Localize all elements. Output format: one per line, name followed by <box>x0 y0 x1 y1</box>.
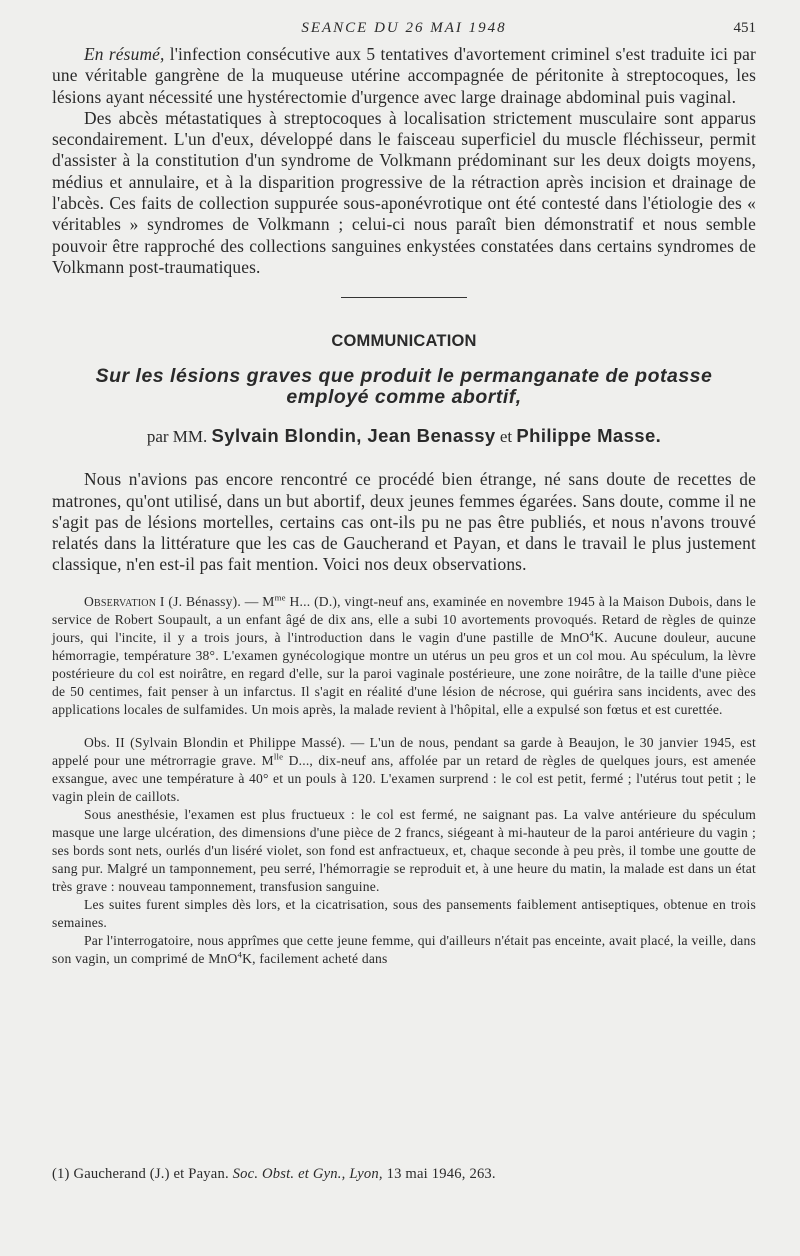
page <box>52 18 757 1182</box>
summary-paragraph-1: En résumé, l'infection consécutive aux 5 tentatives d'avortement criminel s'est traduite ici par une véritable gangrène de la muqueuse utérine accompagnée de péritonite à streptocoques, les lésions ayant nécessité une hystérectomie d'urgence avec large drainage abdominal puis vaginal. <box>52 44 756 107</box>
author-names: Sylvain Blondin, Jean Benassy <box>211 425 496 447</box>
summary-lead: En résumé, <box>84 44 165 64</box>
author-line: par MM. Sylvain Blondin, Jean Benassy et Philippe Masse. <box>146 425 662 447</box>
summary-paragraph-2: Des abcès métastatiques à streptocoques à localisation strictement musculaire sont apparus secondairement. L'un d'eux, développé dans le faisceau superficiel du muscle fléchisseur, permit d'assister à la constitution d'un syndrome de Volkmann prédominant sur les deux doigts moyens, médius et annulaire, et à la disparition progressive de la rétraction après incision et drainage de l'abcès. Ces faits de collection suppurée sous-aponévrotique ont été contesté dans l'étiologie des « véritables » syndromes de Volkmann ; celui-ci nous paraît bien démonstratif et nous semble pouvoir être rapproché des collections sanguines enkystées constatées dans certains syndromes de Volkmann post-traumatiques. <box>52 107 756 277</box>
running-head <box>52 18 756 44</box>
footnote: (1) Gaucherand (J.) et Payan. Soc. Obst. et Gyn., Lyon, 13 mai 1946, 263. <box>52 1166 496 1182</box>
section-divider <box>341 297 467 298</box>
observation-2-paragraph-3: Les suites furent simples dès lors, et la cicatrisation, sous des pansements faiblement antiseptiques, obtenue en trois semaines. <box>52 896 756 930</box>
intro-paragraph: Nous n'avions pas encore rencontré ce procédé bien étrange, né sans doute de recettes de matrones, qu'ont utilisé, dans un but abortif, deux jeunes femmes égarées. Sans doute, comme il ne s'agit pas de lésions mortelles, certains cas ont-ils pu ne pas être publiés, et nous n'avons trouvé relatés dans la littérature que les cas de Gaucherand et Payan, et dans le travail le plus justement classique, n'en est-il pas fait mention. Voici nos deux observations. <box>52 469 756 575</box>
article-title: Sur les lésions graves que produit le permanganate de potasse employé comme abortif, <box>95 365 713 409</box>
footnote-journal: Soc. Obst. et Gyn., Lyon, <box>232 1166 383 1182</box>
last-author: Philippe Masse. <box>516 425 662 447</box>
page-number: 451 <box>733 20 756 36</box>
section-heading: COMMUNICATION <box>331 332 477 351</box>
observation-2: Obs. II (Sylvain Blondin et Philippe Massé). — L'un de nous, pendant sa garde à Beaujon, le 30 janvier 1945, est appelé pour une métrorragie grave. $M^{lle}$ D..., dix-neuf ans, affolée par un retard de règles de quelques jours, est amenée exsangue, avec une température à 40° et un pouls à 120. L'examen surprend : le col est petit, fermé ; l'utérus tout petit ; le vagin plein de caillots. <box>52 734 757 804</box>
observation-1-label: Observation I <box>84 593 165 609</box>
observation-2-paragraph-4: Par l'interrogatoire, nous apprîmes que cette jeune femme, qui d'ailleurs n'était pas enceinte, avait placé, la veille, dans son vagin, un comprimé de MnO$^4$K, facilement acheté dans <box>52 932 756 966</box>
observation-2-label: Obs. II <box>84 734 125 750</box>
observation-1: Observation I (J. Bénassy). — $M^{me}$ H... (D.), vingt-neuf ans, examinée en novembre 1945 à la Maison Dubois, dans le service de Robert Soupault, a un enfant âgé de dix ans, elle a subi 10 avortements provoqués. Retard de règles de quinze jours, qui l'incite, il y a trois jours, à l'introduction dans le vagin d'une pastille de MnO$^4$K. Aucune douleur, aucune hémorragie, température 38°. L'examen gynécologique montre un utérus un peu gros et un col mou. Au spéculum, la lèvre postérieure du col est noirâtre, en regard d'elle, sur la paroi vaginale postérieure, une zone noirâtre, de la taille d'une pièce de 50 centimes, fait penser à un infarctus. Il s'agit en réalité d'une lésion de nécrose, qui guérira sans incidents, avec des applications locales de sulfamides. Un mois après, la malade revient à l'hôpital, elle a expulsé son fœtus et est curettée. <box>52 592 756 717</box>
observation-2-paragraph-2: Sous anesthésie, l'examen est plus fructueux : le col est fermé, ne saignant pas. La valve antérieure du spéculum masque une large ulcération, des dimensions d'une pièce de 2 francs, siégeant à mi-hauteur de la paroi antérieure du vagin ; ses bords sont nets, ourlés d'un liséré violet, son fond est anfractueux, et, chaque seconde à peu près, il tombe une goutte de sang pur. Malgré un tamponnement, peu serré, l'hémorragie se reproduit et, à une heure du matin, la malade est dans un état très grave : nouveau tamponnement, transfusion sanguine. <box>52 806 756 894</box>
running-title: SEANCE DU 26 MAI 1948 <box>301 20 507 36</box>
